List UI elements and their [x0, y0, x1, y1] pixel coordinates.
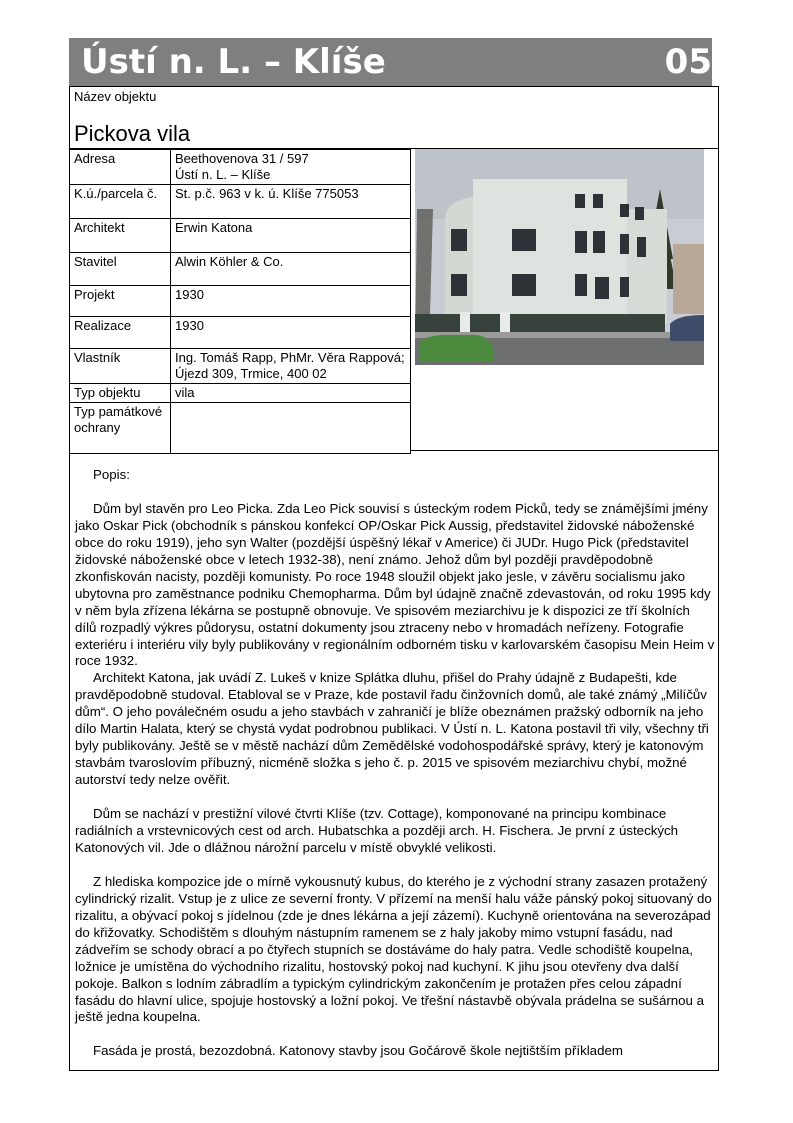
info-key: K.ú./parcela č.	[70, 185, 171, 219]
photo-building-main	[473, 179, 627, 329]
photo-pillar-1	[460, 312, 470, 334]
header-place: Ústí n. L. – Klíše	[81, 42, 386, 82]
photo-building-side	[627, 209, 667, 324]
info-row-realization	[70, 317, 411, 349]
object-name: Pickova vila	[74, 121, 191, 146]
info-row-builder	[70, 253, 411, 286]
photo-fence	[415, 314, 665, 332]
description-paragraph: Z hlediska kompozice jde o mírně vykousnutý kubus, do kterého je z východní strany zasazen protažený cylindrický rizalit. Vstup je z ulice ze severní fronty. V přízemí na menší halu váže pánský pokoj situovaný do rizalitu, a obývací pokoj s jídelnou (zde je dnes lékárna a její zázemí). Kuchyně orientována na severozápad do křižovatky. Schodištěm s dlouhým nástupním ramenem se z haly jakoby mimo vstupní fasádu, nad zádveřím se schody obrací a po čtyřech stupních se dostáváme do haly patra. Vedle schodiště koupelna, ložnice je umístěna do východního rizalitu, hostovský pokoj nad kuchyní. K jihu jsou otevřeny dva další pokoje. Balkon s lodním zábradlím a typickým cylindrickým zakončením je protažen přes celou západní fasádu do hlavní ulice, spojuje hostovský a ložní pokoj. Ve třešní nástavbě obývala prádelna se sušárnou a ještě jedna koupelna.	[75, 873, 712, 1025]
info-key: Realizace	[70, 317, 171, 349]
description-paragraph: Fasáda je prostá, bezozdobná. Katonovy stavby jsou Gočárově škole nejtištším příkladem	[93, 1043, 623, 1059]
info-value: Alwin Köhler & Co.	[171, 253, 411, 286]
info-row-address	[70, 150, 411, 185]
villa-photo-graphic	[415, 149, 704, 365]
info-value: 1930	[171, 317, 411, 349]
info-value: Ing. Tomáš Rapp, PhMr. Věra Rappová; Újezd 309, Trmice, 400 02	[171, 349, 411, 384]
info-value: 1930	[171, 286, 411, 317]
info-key: Adresa	[70, 150, 171, 185]
info-key: Architekt	[70, 219, 171, 253]
info-row-owner	[70, 349, 411, 384]
info-key: Stavitel	[70, 253, 171, 286]
info-value: Erwin Katona	[171, 219, 411, 253]
info-value: Beethovenova 31 / 597 Ústí n. L. – Klíše	[171, 150, 411, 185]
info-row-type	[70, 384, 411, 403]
page-header	[69, 38, 712, 86]
description-label: Popis:	[93, 467, 130, 482]
photo-pillar-2	[500, 312, 510, 334]
info-table	[69, 149, 411, 454]
info-value	[171, 403, 411, 454]
photo-neighbor-house	[673, 244, 704, 314]
info-row-parcel	[70, 185, 411, 219]
description-paragraph: Dům se nachází v prestižní vilové čtvrti Klíše (tzv. Cottage), komponované na principu kombinace radiálních a vrstevnicových cest od arch. Hubatschka a později arch. H. Fischera. Je první z ústeckých Katonových vil. Jde o dlážnou nárožní parcelu v místě obvyklé velikosti.	[75, 806, 679, 855]
info-row-project	[70, 286, 411, 317]
object-name-label: Název objektu	[74, 89, 157, 104]
villa-photo	[415, 149, 704, 365]
info-row-architect	[70, 219, 411, 253]
object-name-box	[69, 86, 719, 149]
info-key: Projekt	[70, 286, 171, 317]
info-value: vila	[171, 384, 411, 403]
info-key: Vlastník	[70, 349, 171, 384]
header-number: 05	[664, 42, 712, 82]
info-key: Typ památkové ochrany	[70, 403, 171, 454]
photo-building-rizalit	[445, 197, 473, 329]
description	[75, 467, 715, 1060]
info-key: Typ objektu	[70, 384, 171, 403]
description-paragraph: Architekt Katona, jak uvádí Z. Lukeš v knize Splátka dluhu, přišel do Prahy údajně z Budapešti, kde pravděpodobně studoval. Etabloval se v Praze, kde postavil řadu činžovních domů, ale také známý „Milíčův dům“. O jeho poválečném osudu a jeho stavbách v zahraničí je blíže obeznámen pražský odborník na jeho dílo Martin Halata, který se chystá vydat podrobnou publikaci. V Ústí n. L. Katona postavil tři vily, všechny tři byly publikovány. Ještě se v městě nachází dům Zemědělské vodohospodářské správy, který je katonovým stavbám tvaroslovím příbuzný, nicméně složka s jeho č. p. 2015 ve spisovém meziarchivu chybí, možné autorství tedy nelze ověřit.	[75, 670, 709, 788]
info-value: St. p.č. 963 v k. ú. Klíše 775053	[171, 185, 411, 219]
photo-green-car	[419, 335, 493, 362]
description-paragraph: Dům byl stavěn pro Leo Picka. Zda Leo Pick souvisí s ústeckým rodem Picků, tedy se známějšími jmény jako Oskar Pick (obchodník s pánskou konfekcí OP/Oskar Pick Aussig, představitel židovské náboženské obce do roku 1919), jeho syn Walter (pozdější úspěšný lékař v Americe) či JUDr. Hugo Pick (představitel židovské náboženské obce v letech 1932-38), není známo. Jehož dům byl později pravděpodobně zkonfiskován nacisty, později komunisty. Po roce 1948 sloužil objekt jako jesle, v závěru socialismu jako ubytovna pro zaměstnance podniku Chemopharma. Dům byl údajně značně zdevastován, od roku 1995 kdy v něm byla zřízena lékárna se postupně obnovuje. Ve spisovém meziarchivu je k dispozici ze tří školních dílů rozpadlý výkres půdorysu, ostatní dokumenty jsou ztraceny nebo v hromadách neřízeny. Fotografie exteriéru i interiéru vily byly publikovány v regionálním odborném tisku v karlovarském časopisu Mein Heim v roce 1932.	[75, 500, 715, 669]
info-row-protection	[70, 403, 411, 454]
